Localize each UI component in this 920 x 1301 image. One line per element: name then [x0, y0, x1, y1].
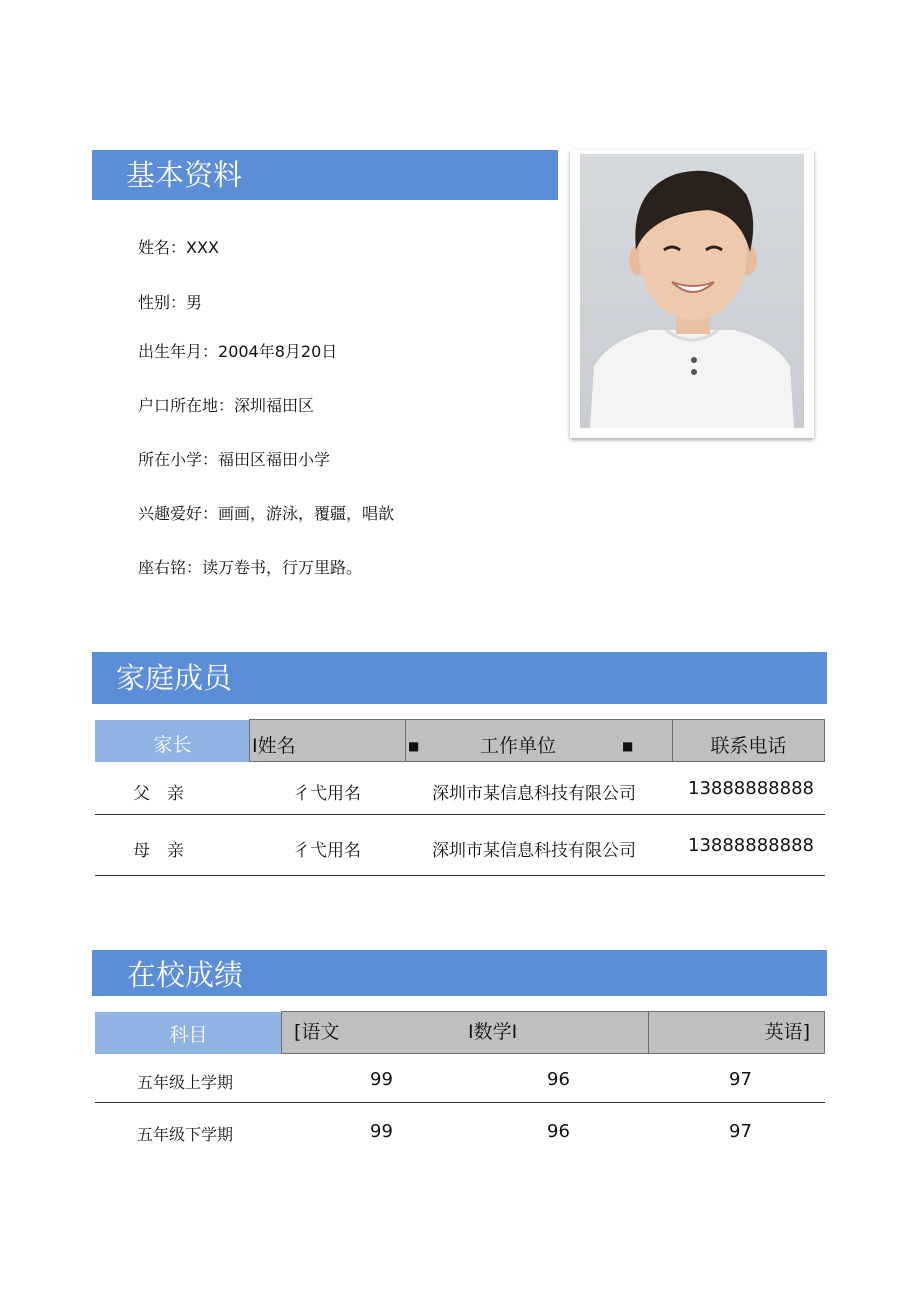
field-label: 姓名： — [138, 238, 187, 257]
field-label: 所在小学： — [138, 450, 219, 469]
header-label: 科目 — [169, 1024, 208, 1046]
grades-col-chinese — [281, 1011, 650, 1054]
field-hobbies — [138, 501, 394, 524]
field-value: 福田区福田小学 — [218, 450, 331, 469]
grades-header — [92, 950, 827, 996]
table-row-divider — [95, 1102, 825, 1103]
header-label: 工作单位 — [480, 735, 557, 757]
family-row-name: 彳弋用名 — [293, 841, 361, 861]
field-value: 画画，游泳，覆疆，唱歆 — [218, 504, 395, 523]
table-row-divider — [95, 875, 825, 876]
field-school — [138, 447, 330, 470]
family-row-phone: 13888888888 — [688, 778, 814, 799]
header-label: I数学I — [468, 1021, 518, 1043]
family-col-parent — [95, 720, 250, 762]
bullet-mark-icon: ■ — [622, 739, 634, 753]
header-label: 英语] — [764, 1021, 810, 1043]
basic-info-header — [92, 150, 558, 200]
child-portrait-icon — [580, 154, 804, 428]
family-col-name — [249, 719, 406, 762]
profile-photo — [570, 150, 814, 438]
family-row-relation: 母 亲 — [133, 841, 184, 861]
bullet-mark-icon: ■ — [408, 739, 420, 753]
grades-row-math: 96 — [547, 1069, 570, 1090]
family-row-company: 深圳市某信息科技有限公司 — [432, 784, 636, 804]
family-header — [92, 652, 827, 704]
family-col-phone — [672, 719, 825, 762]
field-value: 深圳福田区 — [234, 396, 315, 415]
header-label: 联系电话 — [710, 735, 787, 757]
family-title: 家庭成员 — [116, 661, 233, 695]
field-value: XXX — [186, 238, 219, 257]
grades-row-english: 97 — [729, 1121, 752, 1142]
family-row-company: 深圳市某信息科技有限公司 — [432, 841, 636, 861]
grades-row-english: 97 — [729, 1069, 752, 1090]
grades-row-term: 五年级上学期 — [137, 1073, 234, 1092]
field-label: 出生年月： — [138, 342, 219, 361]
field-hukou — [138, 393, 314, 416]
field-gender — [138, 290, 202, 313]
field-birth — [138, 339, 337, 362]
field-motto — [138, 555, 362, 578]
grades-row-term: 五年级下学期 — [137, 1125, 234, 1144]
grades-row-chinese: 99 — [370, 1069, 393, 1090]
family-row-name: 彳弋用名 — [293, 784, 361, 804]
grades-title: 在校成绩 — [127, 958, 244, 992]
field-label: 兴趣爱好： — [138, 504, 219, 523]
field-label: 座右铭： — [138, 558, 203, 577]
header-label: [语文 — [294, 1021, 340, 1043]
grades-row-chinese: 99 — [370, 1121, 393, 1142]
basic-info-title: 基本资料 — [126, 158, 243, 192]
field-value: 2004年8月20日 — [218, 342, 338, 361]
header-label: 家长 — [153, 734, 192, 756]
family-row-phone: 13888888888 — [688, 835, 814, 856]
family-col-company — [405, 719, 673, 762]
field-label: 性别： — [138, 293, 187, 312]
grades-col-subject — [95, 1012, 282, 1054]
header-label: I姓名 — [252, 735, 296, 757]
field-value: 读万卷书，行万里路。 — [202, 558, 363, 577]
grades-row-math: 96 — [547, 1121, 570, 1142]
field-value: 男 — [186, 293, 203, 312]
family-row-relation: 父 亲 — [133, 784, 184, 804]
field-name — [138, 235, 219, 258]
table-row-divider — [95, 814, 825, 815]
grades-col-english — [648, 1011, 825, 1054]
field-label: 户口所在地： — [138, 396, 235, 415]
